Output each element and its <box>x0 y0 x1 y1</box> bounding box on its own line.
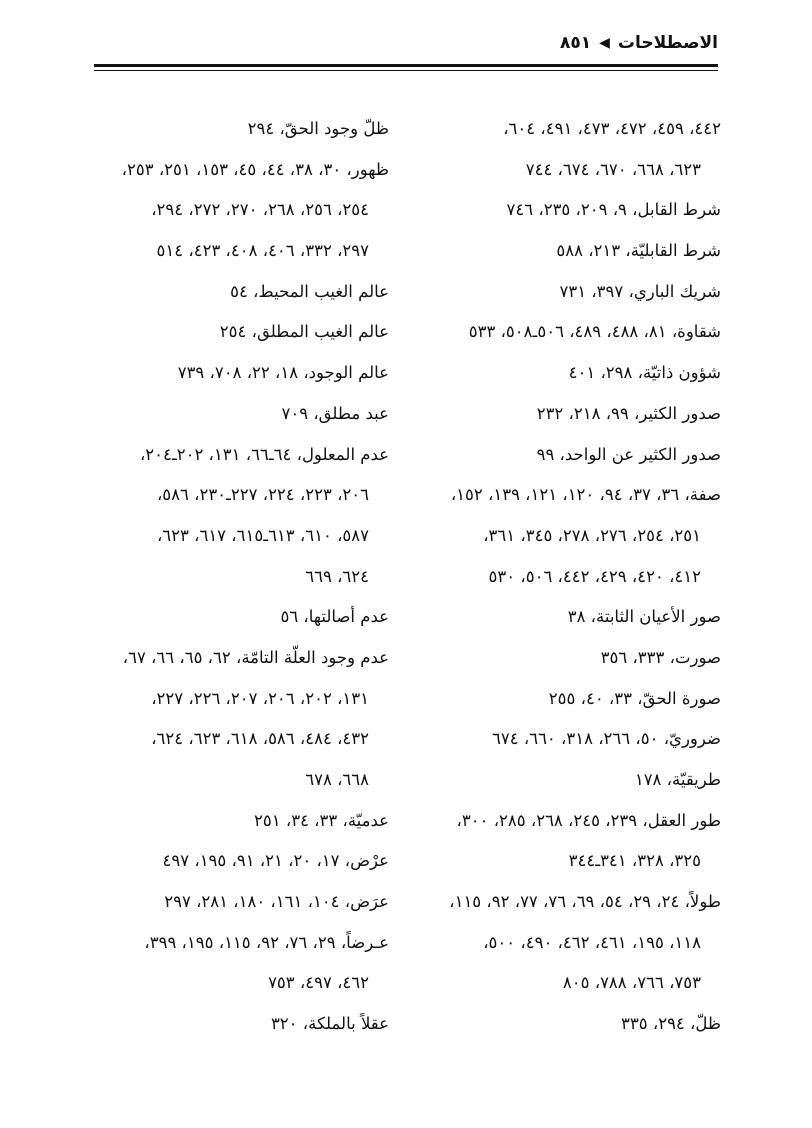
index-entry: عالم الوجود، ١٨، ٢٢، ٧٠٨، ٧٣٩ <box>177 363 389 383</box>
index-entry-continuation: ٥٨٧، ٦١٠، ٦١٣ـ٦١٥، ٦١٧، ٦٢٣، <box>156 525 369 545</box>
index-entry: عرْض، ١٧، ٢٠، ٢١، ٩١، ١٩٥، ٤٩٧ <box>162 851 389 871</box>
page-number: ٨٥١ <box>559 33 592 53</box>
index-entry: عدم وجود العلّة التامّة، ٦٢، ٦٥، ٦٦، ٦٧، <box>122 647 389 667</box>
index-entry-continuation: ٤٣٢، ٤٨٤، ٥٨٦، ٦١٨، ٦٢٣، ٦٢٤، <box>151 729 369 749</box>
index-entry: عـرضاً، ٢٩، ٧٦، ٩٢، ١١٥، ١٩٥، ٣٩٩، <box>144 932 389 952</box>
index-entry-continuation: ٢٠٦، ٢٢٣، ٢٢٤، ٢٢٧ـ٢٣٠، ٥٨٦، <box>156 485 369 505</box>
index-entry-continuation: ٢٩٧، ٣٣٢، ٤٠٦، ٤٠٨، ٤٢٣، ٥١٤ <box>156 241 369 261</box>
index-entry: عدم أصالتها، ٥٦ <box>280 607 389 627</box>
index-entry: شريك الباري، ٣٩٧، ٧٣١ <box>559 281 721 301</box>
index-entry-continuation: ٦٢٣، ٦٦٨، ٦٧٠، ٦٧٤، ٧٤٤ <box>525 159 701 179</box>
page-header <box>94 28 718 58</box>
index-entry: ظلّ وجود الحقّ، ٢٩٤ <box>247 119 389 138</box>
index-entry: ضروريّ، ٥٠، ٢٦٦، ٣١٨، ٦٦٠، ٦٧٤ <box>492 729 721 749</box>
index-entry: عقلاً بالملكة، ٣٢٠ <box>270 1014 389 1034</box>
index-entry: عالم الغيب المحيط، ٥٤ <box>230 281 389 301</box>
index-entry: ظهور، ٣٠، ٣٨، ٤٤، ٤٥، ١٥٣، ٢٥١، ٢٥٣، <box>121 159 389 179</box>
index-entry-continuation: ٦٢٤، ٦٦٩ <box>305 566 369 586</box>
index-entry: عدم المعلول، ٦٤ـ٦٦، ١٣١، ٢٠٢ـ٢٠٤، <box>139 444 389 464</box>
index-column-right <box>425 109 721 1045</box>
index-entry-continuation: ٧٥٣، ٧٦٦، ٧٨٨، ٨٠٥ <box>562 973 701 993</box>
index-entry: صورت، ٣٣٣، ٣٥٦ <box>600 647 721 667</box>
index-entry: صدور الكثير، ٩٩، ٢١٨، ٢٣٢ <box>536 403 721 423</box>
index-entry-continuation: ٢٥٤، ٢٥٦، ٢٦٨، ٢٧٠، ٢٧٢، ٢٩٤، <box>151 200 369 220</box>
index-entry: طور العقل، ٢٣٩، ٢٤٥، ٢٦٨، ٢٨٥، ٣٠٠، <box>456 810 721 830</box>
index-entry-continuation: ٢٥١، ٢٥٤، ٢٧٦، ٢٧٨، ٣٤٥، ٣٦١، <box>483 525 701 545</box>
index-column-left <box>95 109 389 1045</box>
header-rule-thin <box>94 70 718 71</box>
index-entry-continuation: ٤١٢، ٤٢٠، ٤٢٩، ٤٤٢، ٥٠٦، ٥٣٠ <box>488 566 701 586</box>
index-entry: عدميّة، ٣٣، ٣٤، ٢٥١ <box>254 810 389 830</box>
index-entry: شؤون ذاتيّة، ٢٩٨، ٤٠١ <box>568 363 721 383</box>
index-entry: صورة الحقّ، ٣٣، ٤٠، ٢٥٥ <box>548 688 721 708</box>
index-entry: عبد مطلق، ٧٠٩ <box>281 403 389 423</box>
index-entry: صور الأعيان الثابتة، ٣٨ <box>567 607 721 627</box>
index-entry: عالم الغيب المطلق، ٢٥٤ <box>219 322 389 342</box>
index-entry: طولاً، ٢٤، ٢٩، ٥٤، ٦٩، ٧٦، ٧٧، ٩٢، ١١٥، <box>449 892 721 912</box>
index-entry: صدور الكثير عن الواحد، ٩٩ <box>536 444 721 464</box>
index-entry-continuation: ١١٨، ١٩٥، ٤٦١، ٤٦٢، ٤٩٠، ٥٠٠، <box>483 932 701 952</box>
index-entry: صفة، ٣٦، ٣٧، ٩٤، ١٢٠، ١٢١، ١٣٩، ١٥٢، <box>450 485 721 505</box>
index-entry-continuation: ٦٦٨، ٦٧٨ <box>305 770 369 789</box>
left-triangle-icon: ◀ <box>599 35 610 51</box>
index-entry: طريقيّة، ١٧٨ <box>634 770 721 789</box>
index-entry-continuation: ٤٦٢، ٤٩٧، ٧٥٣ <box>268 973 369 993</box>
index-entry-continuation: ٣٢٥، ٣٢٨، ٣٤١ـ٣٤٤ <box>568 851 701 871</box>
header-rule-thick <box>94 64 718 67</box>
running-title: الاصطلاحات <box>617 33 718 53</box>
index-entry: شرط القابل، ٩، ٢٠٩، ٢٣٥، ٧٤٦ <box>506 200 721 220</box>
index-entry: ٤٤٢، ٤٥٩، ٤٧٢، ٤٧٣، ٤٩١، ٦٠٤، <box>503 119 721 138</box>
index-entry: شرط القابليّة، ٢١٣، ٥٨٨ <box>556 241 721 261</box>
index-entry-continuation: ١٣١، ٢٠٢، ٢٠٦، ٢٠٧، ٢٢٦، ٢٢٧، <box>151 688 369 708</box>
index-entry: شقاوة، ٨١، ٤٨٨، ٤٨٩، ٥٠٦ـ٥٠٨، ٥٣٣ <box>468 322 721 342</box>
index-entry: ظلّ، ٢٩٤، ٣٣٥ <box>621 1014 721 1034</box>
index-entry: عرَض، ١٠٤، ١٦١، ١٨٠، ٢٨١، ٢٩٧ <box>164 892 389 912</box>
